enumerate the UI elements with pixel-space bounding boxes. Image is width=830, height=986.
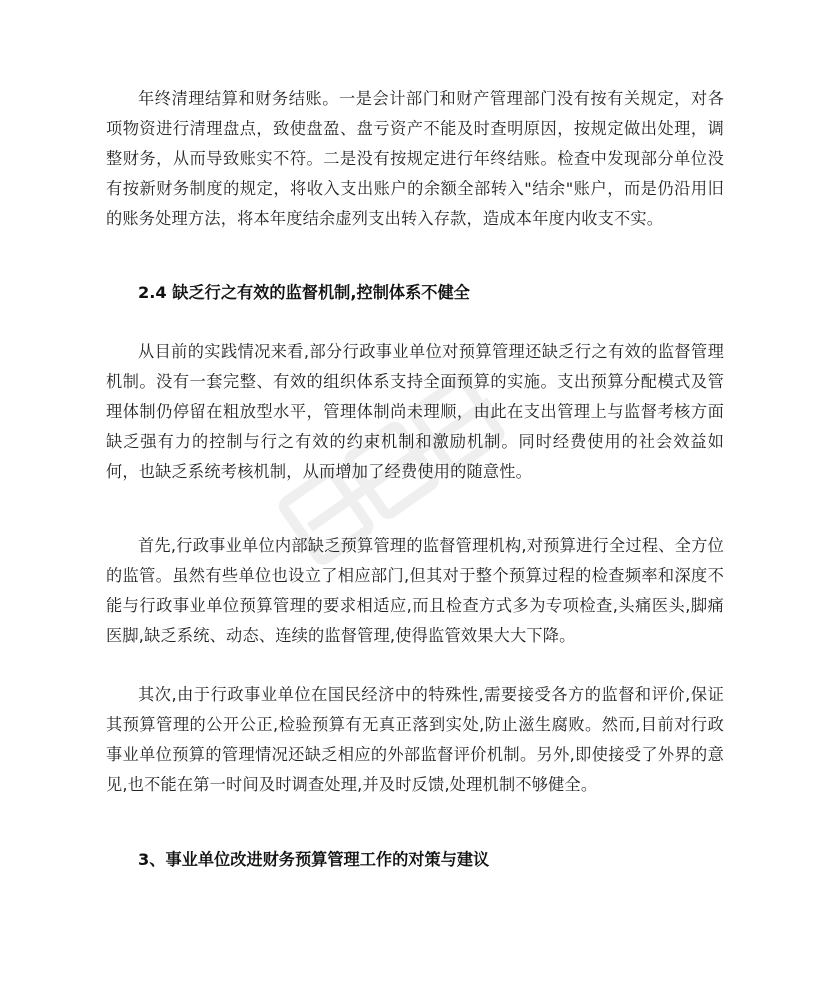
section-heading-3: 3、事业单位改进财务预算管理工作的对策与建议 (138, 850, 490, 869)
paragraph-supervision-mechanism: 从目前的实践情况来看,部分行政事业单位对预算管理还缺乏行之有效的监督管理机制。没有一套完整、有效的组织体系支持全面预算的实施。支出预算分配模式及管理体制仍停留在粗放型水平，管理体制尚未理顺，由此在支出管理上与监督考核方面缺乏强有力的控制与行之有效的约束机制和激励机制。同时经费使用的社会效益如何，也缺乏系统考核机制，从而增加了经费使用的随意性。 (106, 342, 724, 481)
paragraph-internal-supervision: 首先,行政事业单位内部缺乏预算管理的监督管理机构,对预算进行全过程、全方位的监管。虽然有些单位也设立了相应部门,但其对于整个预算过程的检查频率和深度不能与行政事业单位预算管理的要求相适应,而且检查方式多为专项检查,头痛医头,脚痛医脚,缺乏系统、动态、连续的监督管理,使得监管效果大大下降。 (106, 536, 724, 645)
paragraph-external-supervision: 其次,由于行政事业单位在国民经济中的特殊性,需要接受各方的监督和评价,保证其预算管理的公开公正,检验预算有无真正落到实处,防止滋生腐败。然而,目前对行政事业单位预算的管理情况还缺乏相应的外部监督评价机制。另外,即使接受了外界的意见,也不能在第一时间及时调查处理,并及时反馈,处理机制不够健全。 (106, 685, 724, 794)
section-heading-2-4: 2.4 缺乏行之有效的监督机制,控制体系不健全 (138, 283, 470, 302)
paragraph-year-end-settlement: 年终清理结算和财务结账。一是会计部门和财产管理部门没有按有关规定，对各项物资进行清理盘点，致使盘盈、盘亏资产不能及时查明原因，按规定做出处理，调整财务，从而导致账实不符。二是没有按规定进行年终结账。检查中发现部分单位没有按新财务制度的规定，将收入支出账户的余额全部转入"结余"账户，而是仍沿用旧的账务处理方法，将本年度结余虚列支出转入存款，造成本年度内收支不实。 (106, 89, 724, 228)
